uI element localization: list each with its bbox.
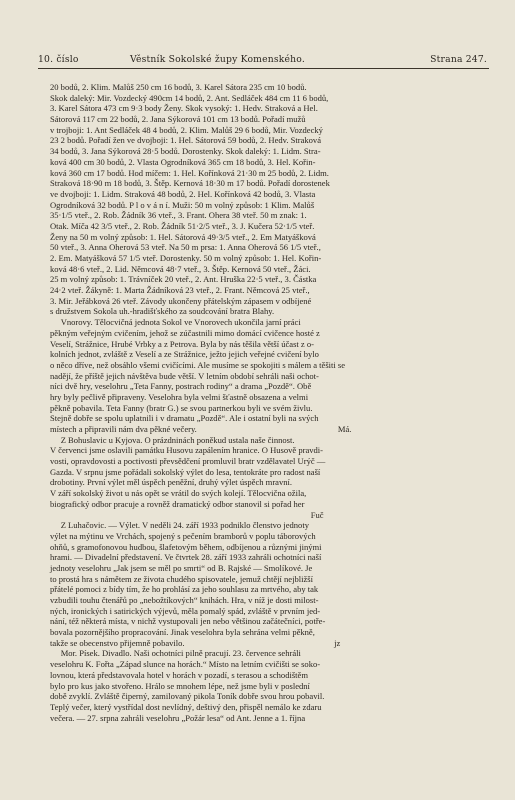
header-rule [38, 68, 489, 69]
body-text: 20 bodů, 2. Klim. Malůš 250 cm 16 bodů, 3. Karel Sátora 235 cm 10 bodů. Skok daleký: Mir. Vozdecký 490cm 14 bodů, 2. Ant. Sedláček 484 cm 11 6 bodů, 3. Karel Sátora 473 cm 9·3 body Ženy. Skok vysoký: 1. Hedv. Straková a Hel. Sátorová 117 cm 22 bodů, 2. Jana Sýkorová 101 cm 13 bodů. Pořadí mužů v trojboji: 1. Ant Sedláček 48 4 bodů, 2. Klim. Malůš 29 6 bodů, Mir. Vozdecký 23 2 bodů. Pořadí žen ve dvojboji: 1. Hel. Sátorová 59 bodů, 2. Hedv. Straková 34 bodů, 3. Jana Sýkorová 28·5 bodů. Dorostenky. Skok daleký: 1. Lidm. Stra- ková 400 cm 30 bodů, 2. Vlasta Ogrodníková 365 cm 18 bodů, 3. Hel. Kořin- ková 360 cm 17 bodů. Hod míčem: 1. Hel. Kořínková 21·30 m 25 bodů, 2. Lidm. Straková 18·90 m 18 bodů, 3. Štěp. Kernová 18·30 m 17 bodů. Pořadí dorostenek ve dvojboji: 1. Lidm. Straková 48 bodů, 2. Hel. Kořínková 42 bodů, 3. Vlasta Ogrodníková 32 bodů. P l o v á n í. Muži: 50 m volný způsob: 1 Klim. Malůš 35·1/5 vteř., 2. Rob. Žádník 36 vteř., 3. Frant. Ohera 38 vteř. 50 m znak: 1. Otak. Míča 42 3/5 vteř., 2. Rob. Žádník 51·2/5 vteř., 3. J. Kučera 52·1/5 vteř. Ženy na 50 m volný způsob: 1. Hel. Sátorová 49·3/5 vteř., 2. Em Matyášková 50 vteř., 3. Anna Oherová 53 vteř. Na 50 m prsa: 1. Anna Oherová 56 1/5 vteř., 2. Em. Matyášková 57 1/5 vteř. Dorostenky. 50 m volný způsob: 1. Hel. Kořin- ková 48·6 vteř., 2. Lid. Němcová 48·7 vteř., 3. Štěp. Kernová 50 vteř., Žáci. 25 m volný způsob: 1. Trávníček 20 vteř., 2. Ant. Hruška 22·5 vteř., 3. Částka 24·2 vteř. Žákyně: 1. Marta Žádníková 23 vteř., 2. Frant. Němcová 25 vteř., 3. Mir. Jeřábková 26 vteř. Závody ukončeny přátelským zápasem v odbíjené s družstvem Sokola uh.-hradišťského za soudcování bratra Blahy. Vnorovy. Tělocvičná jednota Sokol ve Vnorovech ukončila jarní práci pěkným veřejným cvičením, jehož se zúčastnili mimo domácí cvičence hosté z Veselí, Strážnice, Hrubé Vrbky a z Petrova. Byla by nás těšila větší účast z o- kolních jednot, zvláště z Veselí a ze Strážnice, ježto jejich veřejné cvičení bylo o něco dříve, než obsáhlo všemi cvičícími. Ale musíme se spokojiti s málem a těšiti se nadějí, že příště jejich návštěva bude větší. V letním období sehráli naši ochot- níci dvě hry, veselohru „Teta Fanny, postrach rodiny“ a drama „Pozdě“. Obě hry byly pečlivě připraveny. Veselohra byla velmi šťastně obsazena a velmi pěkně pobavila. Teta Fanny (bratr G.) se svou partnerkou byli ve svém živlu. Stejně dobře se spolu uplatnili i v dramatu „Pozdě“. Ale i ostatní byli na svých místech a připravili nám dva pěkné večery. Má. Z Bohuslavic u Kyjova. O prázdninách poněkud ustala naše činnost. V červenci jsme oslavili památku Husovu zapálením hranice. O Husově pravdi- vosti, opravdovosti a poctivosti převsědčení promluvil bratr vzdělavatel Urýč — Gazda. V srpnu jsme pořádali sokolský výlet do lesa, tentokráte pro radost naší drobotiny. První výlet měl úspěch peněžní, druhý výlet úspěch mravní. V září sokolský život u nás opět se vrátil do svých kolejí. Tělocvična ožila, biografický odbor pracuje a rovněž dramatický odbor stanovil si pořad her Fuč Z Luhačovic. — Výlet. V neděli 24. září 1933 podniklo členstvo jednoty výlet na mýtinu ve Vrchách, spojený s pečením bramborů v poplu táborových ohňů, s gramofonovou hudbou, šlafetovým během, odbíjenou a různými jinými hrami. — Divadelní představení. Ve čtvrtek 28. září 1933 zahráli ochotníci naší jednoty veselohru „Jak jsem se měl po smrti“ od B. Rajské — Smolíkové. Je to prostá hra s námětem ze života chudého spisovatele, jemuž chtějí nejbližší přátelé pomoci z bídy tím, že ho prohlásí za jeho souhlasu za mrtvého, aby tak vzbudili touhu čtenářů po „nebožtíkových“ knihách. Hra, v níž je dosti milost- ných, ironických i satirických výjevů, měla pomalý spád, zvláště v prvním jed- nání, též některá místa, v nichž vystupovali jen nebo většinou začátečníci, potře- bovala pozornějšího propracování. Jinak veselohra byla sehrána velmi pěkně, takže se obecenstvo přijemně pobavilo. jz Mor. Písek. Divadlo. Naši ochotníci pilně pracují. 23. července sehráli veselohru K. Fořta „Západ slunce na horách.“ Místo na letním cvičišti se soko- lovnou, která představovala hotel v horách v pozadí, s terasou a schodištěm bylo pro kus jako stvořeno. Hrálo se mnohem lépe, než jsme byli v poslední době zvyklí. Zvláště čiperný, zamilovaný pikola Toník dobře svou hrou pobavil. Teplý večer, který vystřídal dost nevlídný, deštivý den, přispěl nemálo ke zdaru večera. — 27. srpna zahráli veselohru „Požár lesa“ od Ant. Jenne a 1. října [50, 82, 352, 723]
journal-title: Věstník Sokolské župy Komenského. [130, 54, 305, 65]
page-number: Strana 247. [430, 54, 487, 65]
issue-number: 10. číslo [38, 54, 79, 65]
